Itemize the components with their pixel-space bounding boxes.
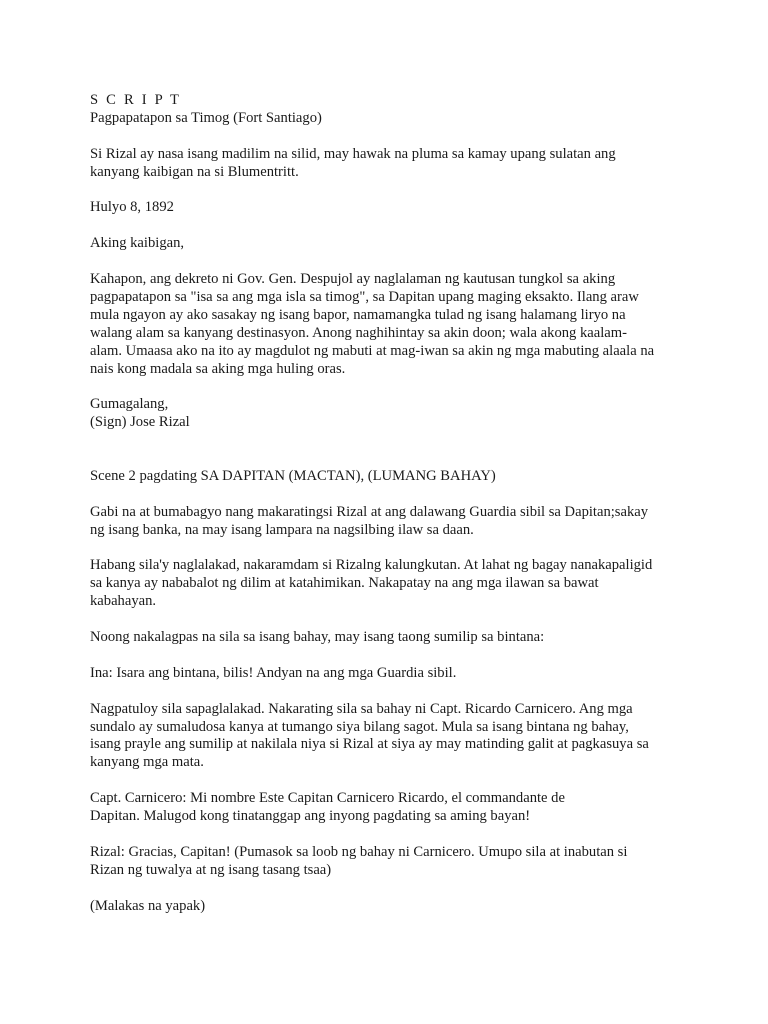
scene2-heading: Scene 2 pagdating SA DAPITAN (MACTAN), (LUMANG BAHAY) — [90, 467, 496, 484]
script-page — [90, 92, 710, 915]
letter-body — [90, 271, 710, 378]
intro-line: Si Rizal ay nasa isang madilim na silid, may hawak na pluma sa kamay upang sulatan ang — [90, 145, 616, 162]
paragraph-line: Habang sila'y naglalakad, nakaramdam si Rizalng kalungkutan. At lahat ng bagay nanakapaligid — [90, 557, 653, 574]
letter-line: alam. Umaasa ako na ito ay magdulot ng mabuti at mag-iwan sa akin ng mga mabuting alaala na — [90, 342, 655, 359]
letter-closing: Gumagalang, — [90, 396, 169, 413]
paragraph-line: isang prayle ang sumilip at nakilala niya si Rizal at siya ay may matinding galit at pagkasuya sa — [90, 736, 649, 753]
scene2-paragraph-5 — [90, 701, 710, 773]
scene2-paragraph-7 — [90, 844, 710, 880]
paragraph-line: Gabi na at bumabagyo nang makaratingsi Rizal at ang dalawang Guardia sibil sa Dapitan;sakay — [90, 503, 649, 520]
paragraph-line: Nagpatuloy sila sapaglalakad. Nakarating sila sa bahay ni Capt. Ricardo Carnicero. Ang mga — [90, 700, 633, 717]
scene2-paragraph-2 — [90, 557, 710, 611]
paragraph-line: Capt. Carnicero: Mi nombre Este Capitan Carnicero Ricardo, el commandante de — [90, 790, 565, 807]
paragraph-line: sundalo ay sumaludosa kanya at tumango siya bilang sagot. Mula sa isang bintana ng bahay, — [90, 718, 629, 735]
script-title: S C R I P T — [90, 92, 182, 108]
paragraph-line: sa kanya ay nababalot ng dilim at katahimikan. Nakapatay na ang mga ilawan sa bawat — [90, 575, 599, 592]
letter-line: pagpapatapon sa "isa sa ang mga isla sa timog", sa Dapitan upang maging eksakto. Ilang araw — [90, 288, 639, 305]
intro-line: kanyang kaibigan na si Blumentritt. — [90, 163, 299, 180]
letter-line: walang alam sa kanyang destinasyon. Anong naghihintay sa akin doon; wala akong kaalam- — [90, 324, 627, 341]
letter-line: Kahapon, ang dekreto ni Gov. Gen. Despujol ay naglalaman ng kautusan tungkol sa aking — [90, 271, 616, 287]
script-subtitle: Pagpapatapon sa Timog (Fort Santiago) — [90, 109, 322, 126]
paragraph-line: kabahayan. — [90, 593, 157, 610]
intro-paragraph — [90, 146, 710, 182]
scene2-paragraph-4: Ina: Isara ang bintana, bilis! Andyan na ang mga Guardia sibil. — [90, 664, 457, 681]
letter-salutation: Aking kaibigan, — [90, 235, 185, 252]
paragraph-line: ng isang banka, na may isang lampara na nagsilbing ilaw sa daan. — [90, 521, 474, 538]
scene2-paragraph-8: (Malakas na yapak) — [90, 897, 206, 914]
letter-line: nais kong madala sa aking mga huling oras. — [90, 360, 346, 377]
scene2-paragraph-1 — [90, 504, 710, 540]
scene2-paragraph-3: Noong nakalagpas na sila sa isang bahay, may isang taong sumilip sa bintana: — [90, 629, 545, 646]
paragraph-line: Dapitan. Malugod kong tinatanggap ang inyong pagdating sa aming bayan! — [90, 808, 531, 825]
letter-line: mula ngayon ay ako sasakay ng isang bapor, namamangka tulad ng isang halamang liryo na — [90, 306, 626, 323]
paragraph-line: kanyang mga mata. — [90, 754, 204, 771]
scene2-paragraph-6 — [90, 790, 710, 826]
letter-signature: (Sign) Jose Rizal — [90, 414, 190, 431]
paragraph-line: Rizal: Gracias, Capitan! (Pumasok sa loob ng bahay ni Carnicero. Umupo sila at inabutan si — [90, 843, 628, 860]
paragraph-line: Rizan ng tuwalya at ng isang tasang tsaa) — [90, 861, 332, 878]
letter-date: Hulyo 8, 1892 — [90, 199, 174, 216]
